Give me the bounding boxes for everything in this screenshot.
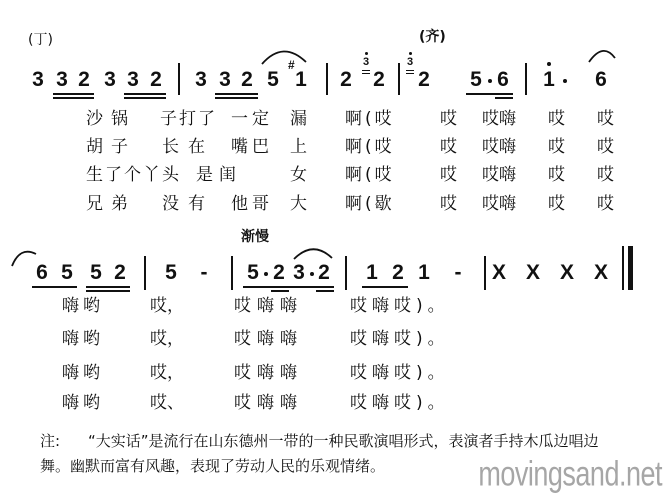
lyric: 长在	[162, 137, 214, 157]
lyric: 哎嗨嗨	[234, 393, 303, 413]
lyric: 哎	[440, 109, 457, 129]
note: 2	[340, 68, 352, 91]
note: 5	[470, 68, 482, 91]
note: 5	[90, 261, 102, 284]
note-extender: -	[200, 261, 208, 284]
final-bar-line-thick	[628, 246, 633, 290]
note: 1	[418, 261, 430, 284]
lyric: 大	[290, 194, 307, 214]
note: 3	[127, 68, 139, 91]
rhythm-x-note: X	[491, 261, 506, 284]
lyric: 哎嗨哎)。	[350, 329, 450, 349]
lyric: 啊(歇	[345, 194, 395, 214]
note: 2	[373, 68, 385, 91]
sharp-accidental: #	[288, 58, 295, 72]
note: 3	[32, 68, 44, 91]
duration-underline	[53, 97, 94, 99]
lyric: 是闺	[196, 165, 242, 185]
unison-mark: (齐)	[419, 29, 446, 45]
note: 2	[78, 68, 90, 91]
lyric: 哎	[597, 109, 614, 129]
augmentation-dot	[264, 272, 268, 276]
lyric: 上	[290, 137, 307, 157]
note: 2	[241, 68, 253, 91]
grace-note: 3	[362, 56, 370, 68]
lyric: 漏	[290, 109, 307, 129]
footnote-label: 注:	[40, 432, 61, 450]
lyric: 女	[290, 165, 307, 185]
octave-dot	[365, 52, 368, 55]
lyric: 嗨哟	[62, 329, 104, 349]
duration-underline	[124, 93, 166, 95]
duration-underline	[86, 286, 130, 288]
note: 2	[150, 68, 162, 91]
note: 5	[267, 68, 279, 91]
lyric: 没有	[162, 194, 214, 214]
lyric: 哎	[597, 194, 614, 214]
note: 3	[104, 68, 116, 91]
lyric: 哎嗨	[482, 194, 516, 214]
lyric: 哎嗨	[482, 137, 516, 157]
lyric: 哎	[440, 165, 457, 185]
duration-underline	[86, 290, 130, 292]
grace-underline	[406, 70, 414, 71]
note-extender: -	[454, 261, 462, 284]
lyric: 哎嗨哎)。	[350, 363, 450, 383]
bar-line	[326, 63, 328, 95]
duration-underline	[215, 93, 258, 95]
lyric: 哎	[440, 137, 457, 157]
lyric: 生了个丫头	[86, 165, 181, 185]
note: 2	[114, 261, 126, 284]
lyric: 哎	[597, 165, 614, 185]
grace-note: 3	[406, 56, 414, 68]
note: 1	[543, 68, 555, 91]
duration-underline	[466, 93, 513, 95]
lyric: 哎	[548, 109, 565, 129]
bar-line	[345, 256, 347, 290]
note: 6	[36, 261, 48, 284]
octave-dot	[409, 52, 412, 55]
lyric: 哎，	[150, 296, 184, 316]
duration-underline	[124, 97, 166, 99]
lyric: 哎、	[150, 393, 184, 413]
lyric: 哎嗨哎)。	[350, 393, 450, 413]
note: 5	[61, 261, 73, 284]
note: 1	[366, 261, 378, 284]
bar-line	[231, 256, 233, 290]
lyric: 哎，	[150, 363, 184, 383]
note: 2	[392, 261, 404, 284]
note: 5	[247, 261, 259, 284]
lyric: 一定	[231, 109, 273, 129]
slur	[262, 51, 306, 64]
final-bar-line-thin	[622, 246, 624, 290]
lyric: 啊(哎	[345, 165, 395, 185]
note: 2	[273, 261, 285, 284]
lyric: 嗨哟	[62, 363, 104, 383]
augmentation-dot	[563, 79, 567, 83]
lyric: 哎嗨哎)。	[350, 296, 450, 316]
note: 3	[195, 68, 207, 91]
note: 6	[497, 68, 509, 91]
lyric: 哎，	[150, 329, 184, 349]
note: 2	[418, 68, 430, 91]
rhythm-x-note: X	[559, 261, 574, 284]
bar-line	[398, 63, 400, 95]
lyric: 哎嗨嗨	[234, 329, 303, 349]
lyric: 嗨哟	[62, 393, 104, 413]
rhythm-x-note: X	[525, 261, 540, 284]
lyric: 哎	[440, 194, 457, 214]
watermark: movingsand.net	[478, 454, 662, 494]
lyric: 哎	[548, 165, 565, 185]
lyric: 哎嗨	[482, 165, 516, 185]
duration-underline	[215, 97, 258, 99]
grace-underline	[406, 73, 414, 74]
duration-underline	[53, 93, 94, 95]
note: 6	[595, 68, 607, 91]
footnote-line: “大实话”是流行在山东德州一带的一种民歌演唱形式，表演者手持木瓜边唱边	[88, 432, 599, 450]
note: 5	[165, 261, 177, 284]
duration-underline	[316, 290, 334, 292]
lyric: 哎	[548, 137, 565, 157]
augmentation-dot	[488, 79, 492, 83]
duration-underline	[271, 290, 289, 292]
lyric: 哎	[597, 137, 614, 157]
lyric: 哎	[548, 194, 565, 214]
lyric: 啊(哎	[345, 109, 395, 129]
bar-line	[144, 256, 146, 290]
lyric: 他哥	[231, 194, 273, 214]
lyric: 嘴巴	[231, 137, 273, 157]
tempo-mark: 渐慢	[241, 229, 269, 245]
tie	[589, 51, 615, 62]
duration-underline	[243, 286, 289, 288]
lyric: 沙锅	[86, 109, 136, 129]
duration-underline	[495, 97, 513, 99]
lyric: 兄弟	[86, 194, 136, 214]
note: 3	[56, 68, 68, 91]
lyric: 嗨哟	[62, 296, 104, 316]
note: 3	[293, 261, 305, 284]
note: 3	[219, 68, 231, 91]
lyric: 哎嗨嗨	[234, 296, 303, 316]
bar-line	[484, 256, 486, 290]
lyric: 哎嗨	[482, 109, 516, 129]
lyric: 胡子	[86, 137, 136, 157]
note: 1	[295, 68, 307, 91]
rhythm-x-note: X	[593, 261, 608, 284]
duration-underline	[32, 286, 77, 288]
footnote-line: 舞。幽默而富有风趣，表现了劳动人民的乐观情绪。	[40, 457, 386, 475]
slur	[294, 249, 332, 259]
lyric: 子打了	[160, 109, 217, 129]
lyric: 哎嗨嗨	[234, 363, 303, 383]
octave-dot	[547, 62, 551, 66]
solo-mark: (丁)	[28, 32, 53, 48]
bar-line	[525, 63, 527, 95]
duration-underline	[289, 286, 334, 288]
note: 2	[318, 261, 330, 284]
duration-underline	[362, 286, 408, 288]
lyric: 啊(哎	[345, 137, 395, 157]
bar-line	[178, 63, 180, 95]
